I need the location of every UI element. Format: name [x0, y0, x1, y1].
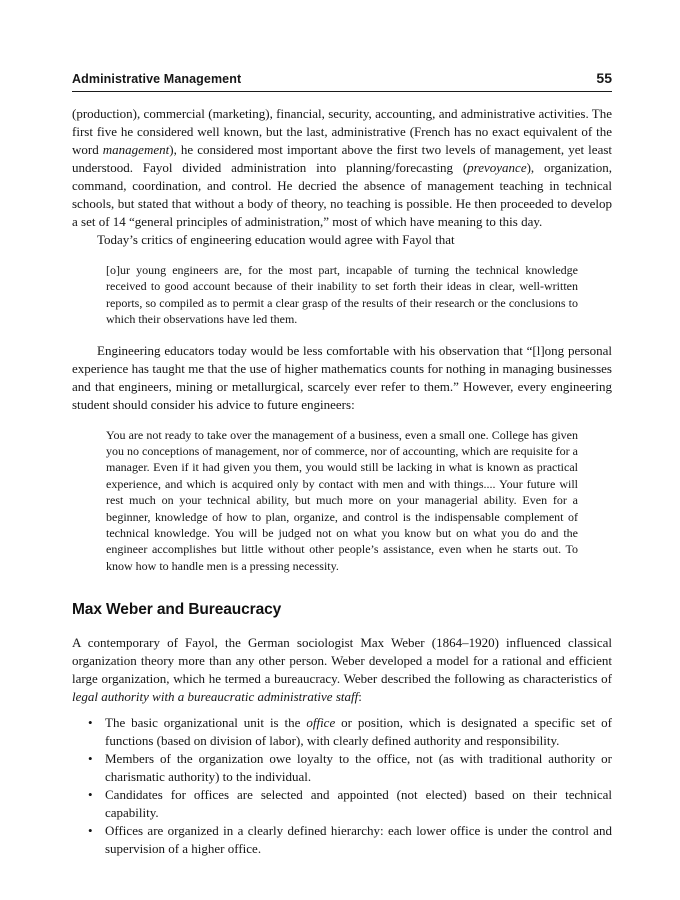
bullet-icon: • — [88, 715, 93, 731]
paragraph-fayol-functions — [72, 105, 612, 231]
italic-term-office: office — [306, 715, 336, 731]
list-item-loyalty — [72, 750, 612, 786]
blockquote-fayol-advice: You are not ready to take over the management of a business, even a small one. College has given you no conceptions of management, nor of commerce, nor of accounting, which are requisite for a manager. Even if it had given you them, you would still be lacking in what is known as practical experience, and which is acquired only by contact with men and with things.... Your future will rest much on your technical ability, but much more on your managerial ability. Even for a beginner, knowledge of how to plan, organize, and control is the indispensable complement of technical knowledge. You will be judged not on what you know but on what you do and the engineer accomplishes but little without other people’s assistance, even when he starts out. To know how to handle men is a pressing necessity. — [106, 427, 578, 573]
list-item-hierarchy — [72, 822, 612, 858]
paragraph-todays-critics: Today’s critics of engineering education would agree with Fayol that — [97, 232, 455, 247]
section-heading-max-weber: Max Weber and Bureaucracy — [72, 601, 282, 619]
paragraph-engineering-educators: Engineering educators today would be less comfortable with his observation that “[l]ong personal experience has taught me that the use of higher mathematics counts for nothing in managing businesses and that engineers, mining or metallurgical, scarcely ever refer to them.” However, every engineering student should consider his advice to future engineers: — [72, 342, 612, 412]
text-run: (production), commercial (marketing), financial, security, accounting, and administrative activities. The first five he considered well known, but the last, administrative (French has no exact equivalent of the word — [72, 106, 612, 157]
italic-term-management: management — [102, 142, 170, 157]
text-run: Candidates for offices are selected and appointed (not elected) based on their technical capability. — [105, 787, 612, 821]
text-run: : — [358, 689, 362, 705]
text-run: Members of the organization owe loyalty to the office, not (as with traditional authority or charismatic authority) to the individual. — [105, 751, 612, 785]
italic-term-legal-authority: legal authority with a bureaucratic administrative staff — [72, 689, 359, 705]
bullet-icon: • — [88, 823, 93, 839]
text-run: ), organization, command, coordination, and control. He decried the absence of management teaching in technical schools, but stated that without a body of theory, no teaching is possible. He then proceeded to develop a set of 14 “general principles of administration,” most of which have meaning to this day. — [72, 160, 612, 229]
text-run: ), he considered most important above the first two levels of management, yet least understood. Fayol divided administration into planning/forecasting ( — [72, 142, 613, 175]
text-run: A contemporary of Fayol, the German sociologist Max Weber (1864–1920) influenced classical organization theory more than any other person. Weber developed a model for a rational and efficient large organization, which he termed a bureaucracy. Weber described the following as characteristics of — [72, 635, 612, 687]
italic-term-prevoyance: prevoyance — [467, 160, 527, 175]
bullet-icon: • — [88, 751, 93, 767]
list-item-office — [72, 714, 612, 750]
text-run: The basic organizational unit is the — [105, 715, 307, 731]
page-number: 55 — [596, 70, 612, 86]
running-header — [72, 70, 612, 92]
page-content — [72, 105, 612, 858]
text-run: or position, which is designated a specific set of functions (based on division of labor), with clearly defined authority and responsibility. — [105, 715, 612, 749]
running-title: Administrative Management — [72, 72, 242, 86]
weber-characteristics-list — [72, 714, 612, 858]
bullet-icon: • — [88, 787, 93, 803]
blockquote-young-engineers: [o]ur young engineers are, for the most part, incapable of turning the technical knowledge received to good account because of their inability to set forth their ideas in clear, well-written reports, so compiled as to permit a clear grasp of the results of their research or the conclusions to which their observations have led them. — [106, 263, 578, 327]
text-run: Offices are organized in a clearly defined hierarchy: each lower office is under the control and supervision of a higher office. — [105, 823, 612, 857]
paragraph-weber-intro — [72, 634, 612, 706]
list-item-candidates — [72, 786, 612, 822]
